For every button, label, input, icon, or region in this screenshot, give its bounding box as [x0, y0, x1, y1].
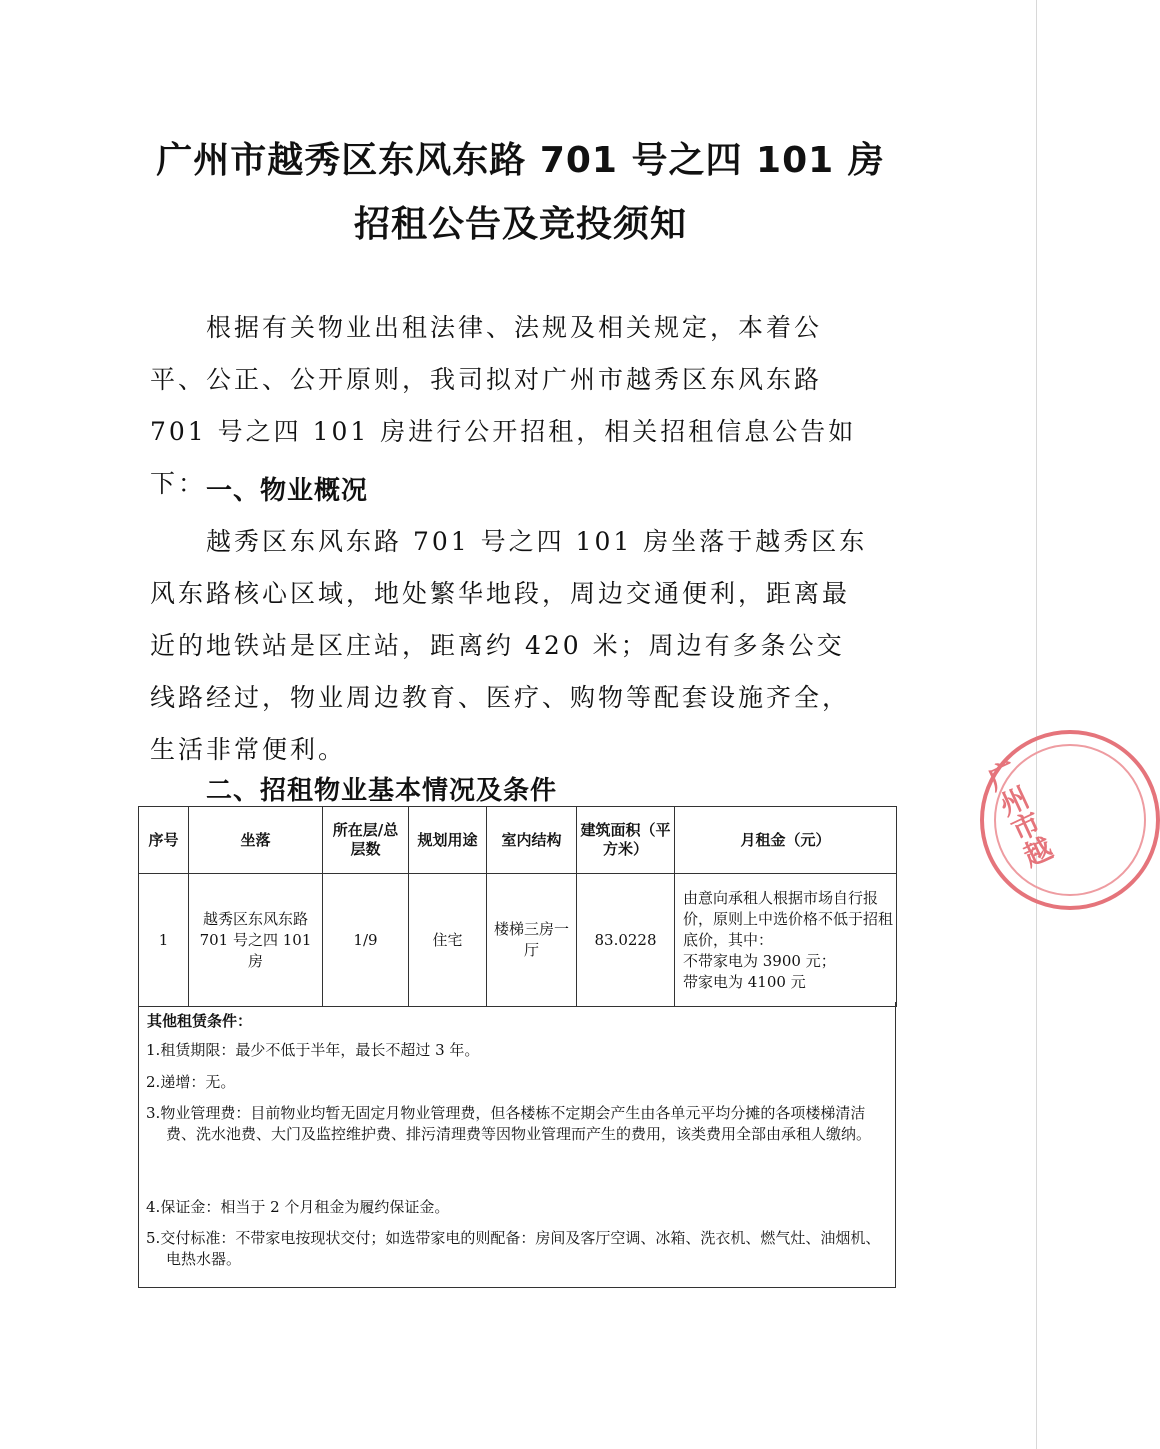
- conditions-title: 其他租赁条件：: [147, 1012, 253, 1030]
- header-area: 建筑面积（平方米）: [577, 807, 675, 874]
- item-text: 物业管理费：目前物业均暂无固定月物业管理费，但各楼栋不定期会产生由各单元平均分摊的各项楼梯清洁费、洗水池费、大门及监控维护费、排污清理费等因物业管理而产生的费用，该类费用全部由承租人缴纳。: [160, 1104, 872, 1143]
- item-text: 交付标准：不带家电按现状交付；如选带家电的则配备：房间及客厅空调、冰箱、洗衣机、燃气灶、油烟机、电热水器。: [160, 1229, 881, 1268]
- list-item: [146, 1039, 888, 1060]
- item-number: 3.: [146, 1104, 161, 1122]
- header-no: 序号: [139, 807, 189, 874]
- list-item: [146, 1196, 888, 1217]
- header-rent: 月租金（元）: [675, 807, 897, 874]
- section2-heading: 二、招租物业基本情况及条件: [206, 776, 558, 806]
- item-text: 保证金：相当于 2 个月租金为履约保证金。: [160, 1198, 450, 1216]
- cell-rent: [675, 874, 897, 1007]
- cell-no: 1: [139, 874, 189, 1007]
- item-number: 4.: [146, 1198, 161, 1216]
- title-line-1: 广州市越秀区东风东路 701 号之四 101 房: [156, 140, 885, 181]
- cell-floor: 1/9: [323, 874, 409, 1007]
- title-line-2: 招租公告及竞投须知: [353, 204, 687, 245]
- cell-area: 83.0228: [577, 874, 675, 1007]
- item-text: 租赁期限：最少不低于半年，最长不超过 3 年。: [160, 1041, 480, 1059]
- item-text: 递增：无。: [160, 1073, 236, 1091]
- section1-heading: 一、物业概况: [206, 476, 369, 506]
- cell-use: 住宅: [409, 874, 487, 1007]
- table-header-row: [139, 807, 897, 874]
- rent-line-3: 带家电为 4100 元: [683, 972, 806, 991]
- table-row: [139, 874, 897, 1007]
- section1-body: 越秀区东风东路 701 号之四 101 房坐落于越秀区东风东路核心区域，地处繁华地段，周边交通便利，距离最近的地铁站是区庄站，距离约 420 米；周边有多条公交线路经过，物业周边教育、医疗、购物等配套设施齐全，生活非常便利。: [150, 527, 868, 764]
- header-structure: 室内结构: [487, 807, 577, 874]
- header-use: 规划用途: [409, 807, 487, 874]
- list-item: [146, 1102, 888, 1144]
- property-table: [138, 806, 897, 1007]
- list-item: [146, 1227, 888, 1269]
- rent-line-2: 不带家电为 3900 元；: [683, 951, 836, 970]
- item-number: 2.: [146, 1073, 161, 1091]
- cell-structure: 楼梯三房一厅: [487, 874, 577, 1007]
- seal-text: 广州市越: [979, 756, 1058, 872]
- company-seal: [979, 730, 1058, 910]
- item-number: 5.: [146, 1229, 161, 1247]
- intro-paragraph: 根据有关物业出租法律、法规及相关规定，本着公平、公正、公开原则，我司拟对广州市越秀区东风东路 701 号之四 101 房进行公开招租，相关招租信息公告如下：: [150, 313, 857, 498]
- rent-line-1: 由意向承租人根据市场自行报价，原则上中选价格不低于招租底价，其中：: [683, 888, 894, 949]
- header-location: 坐落: [189, 807, 323, 874]
- list-item: [146, 1071, 888, 1092]
- header-floor: 所在层/总层数: [323, 807, 409, 874]
- cell-location: 越秀区东风东路 701 号之四 101 房: [189, 874, 323, 1007]
- item-number: 1.: [146, 1041, 161, 1059]
